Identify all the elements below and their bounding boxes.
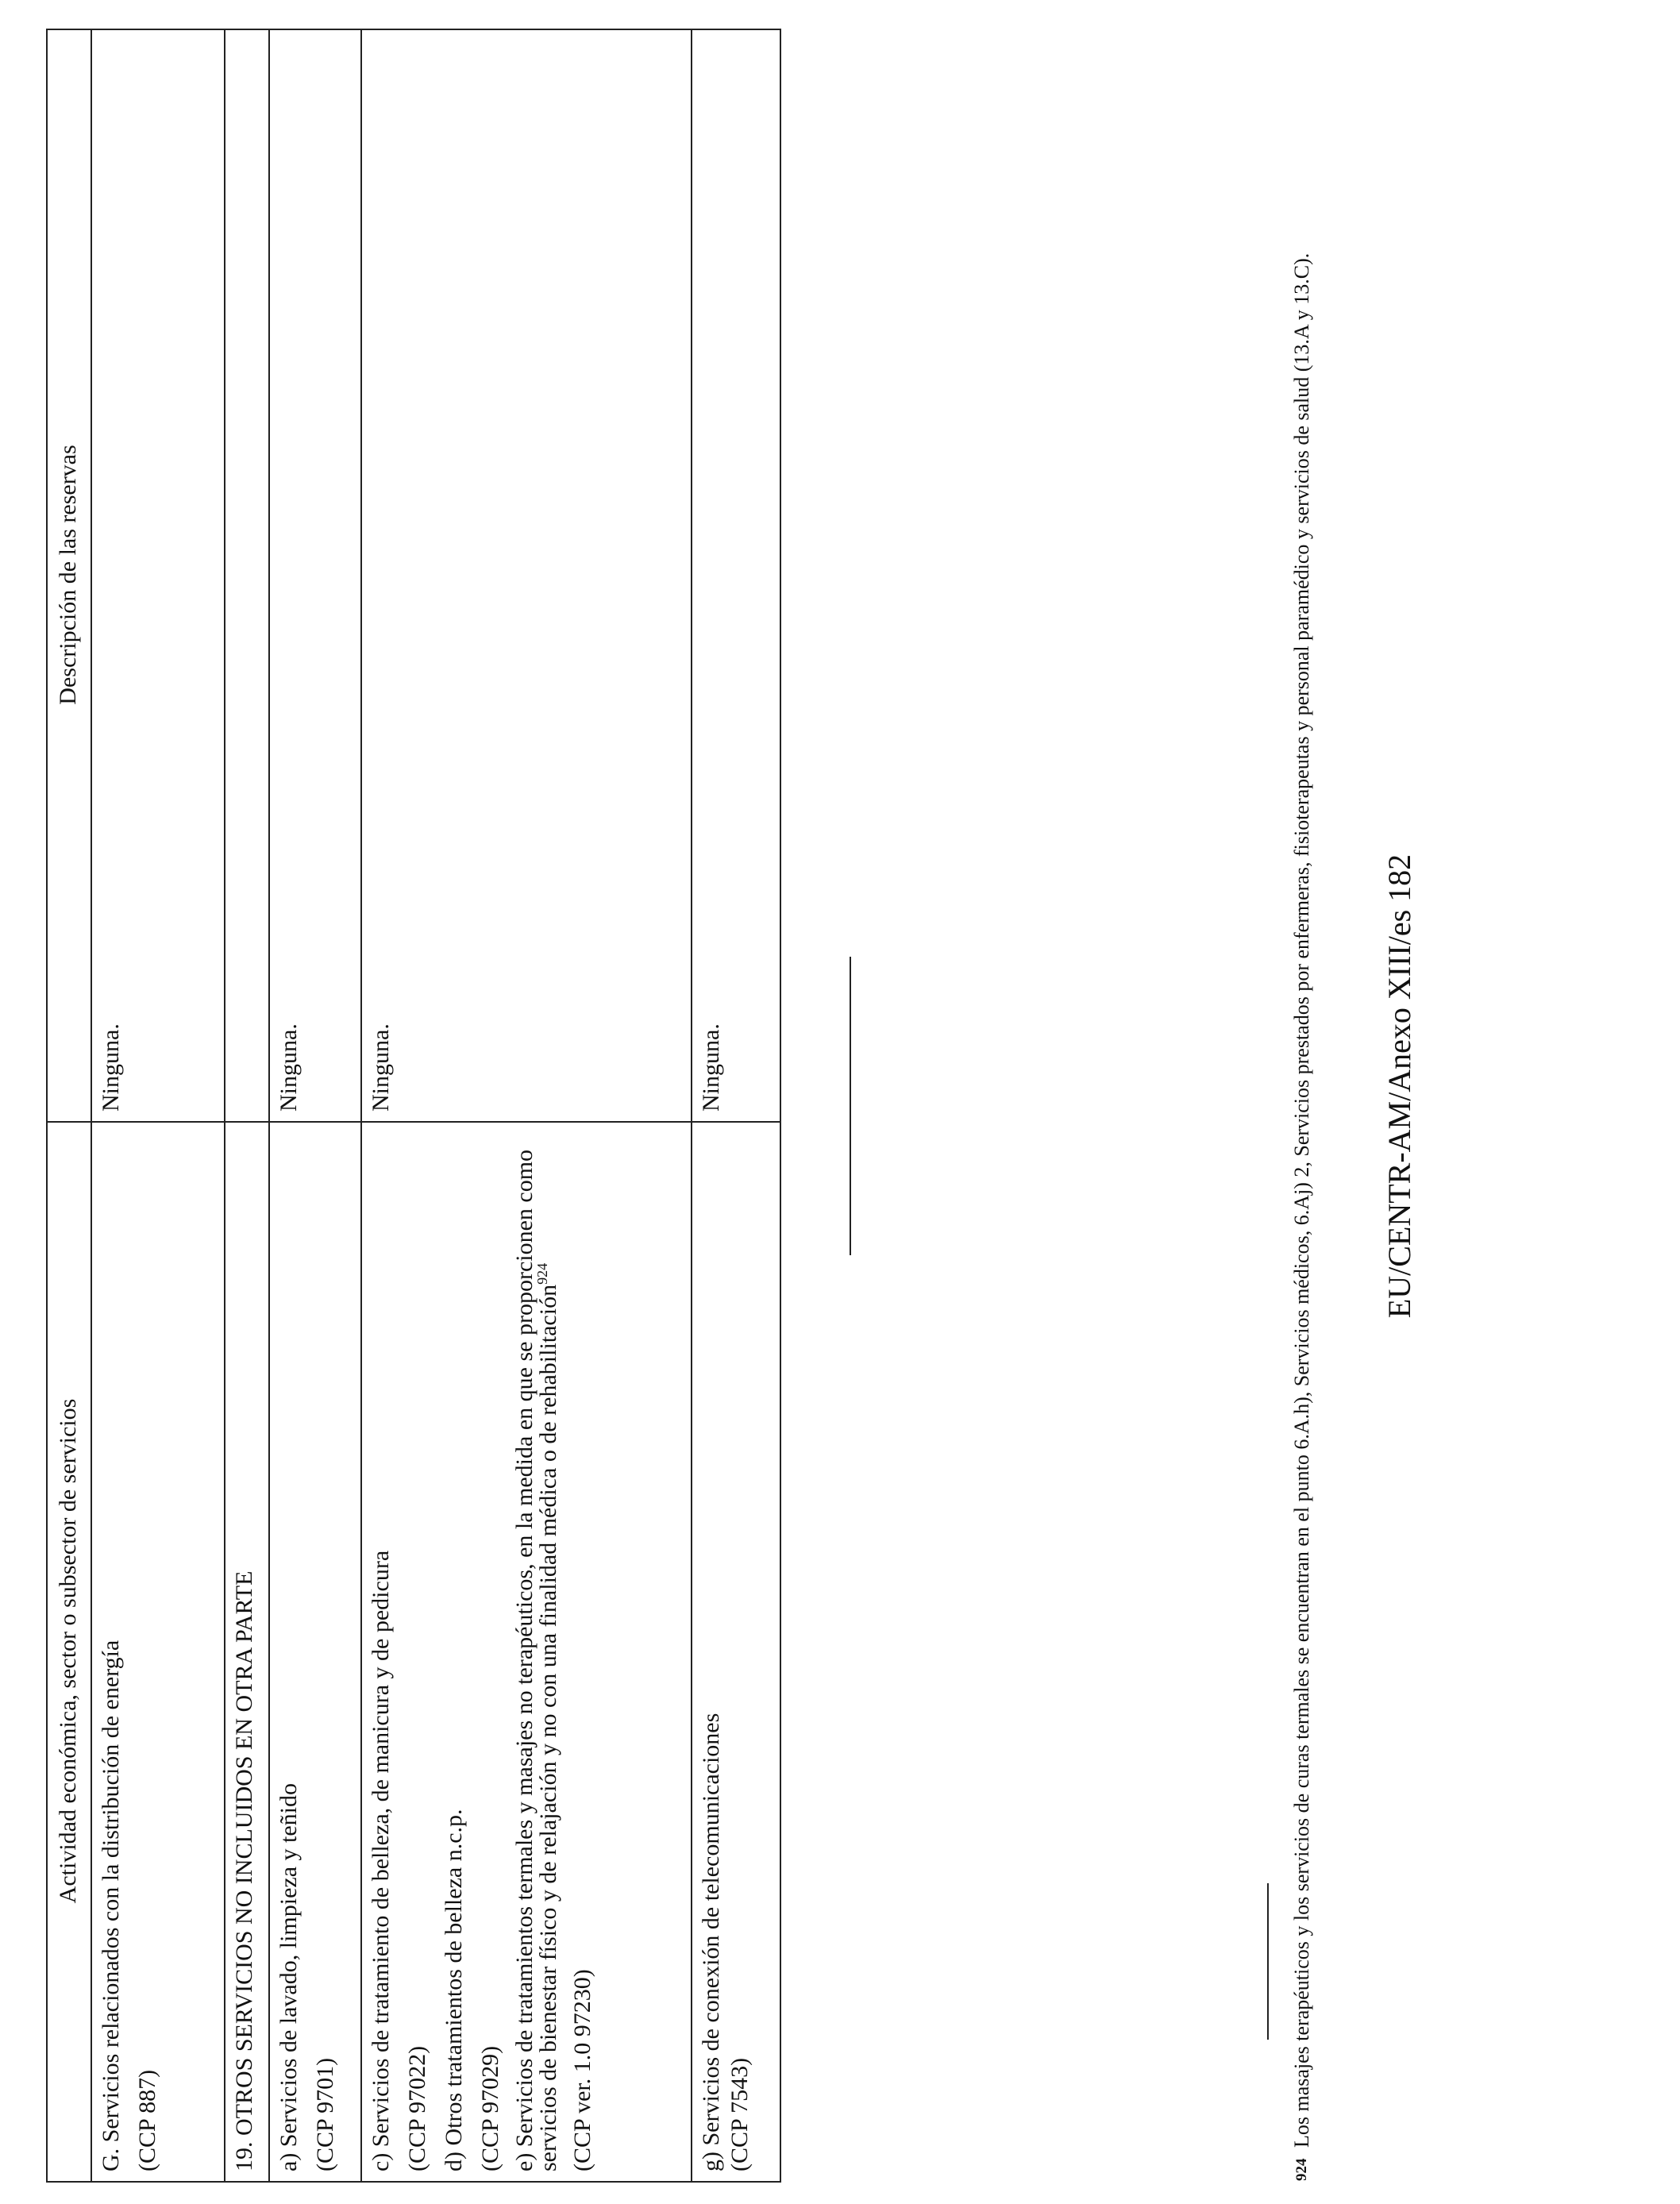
ccp-code: (CCP 7543) (726, 2057, 753, 2171)
footnote-text: Los masajes terapéuticos y los servicios de curas termales se encuentran en el punto 6.A.h), Servicios médicos, 6.Aj) 2, Servicios prestados por enfermeras, fisioterapeutas y personal paramédico y servicios de salud (13.A y 13.C). (1290, 252, 1313, 2148)
footnote-number: 924 (1293, 2158, 1310, 2181)
table-row (91, 29, 225, 2182)
section-title: 19. OTROS SERVICIOS NO INCLUIDOS EN OTRA PARTE (225, 1122, 269, 2182)
ccp-code: (CCP ver. 1.0 97230) (569, 1969, 595, 2171)
footnote (1290, 53, 1314, 2181)
ccp-code: (CCP 97029) (477, 2045, 503, 2171)
table-row (692, 29, 780, 2182)
reservation-cell: Ninguna. (91, 29, 225, 1122)
reservation-cell-empty (225, 29, 269, 1122)
activity-text: G. Servicios relacionados con la distribución de energía (98, 1640, 124, 2171)
document-id: EU/CENTR-AM/Anexo XIII/es 182 (1381, 853, 1417, 1319)
activity-cell (692, 1122, 780, 2182)
reservation-cell: Ninguna. (361, 29, 692, 1122)
section-row (225, 29, 269, 2182)
reservations-table (46, 29, 781, 2183)
activity-text: d) Otros tratamientos de belleza n.c.p. (441, 1809, 467, 2171)
ccp-code: (CCP 97022) (404, 2045, 430, 2171)
table-row (361, 29, 692, 2182)
activity-cell (269, 1122, 361, 2182)
ccp-code: (CCP 887) (134, 2069, 160, 2171)
table-row (269, 29, 361, 2182)
footnote-rule (1267, 1883, 1269, 2040)
separator-rule (850, 957, 851, 1255)
activity-text: g) Servicios de conexión de telecomunicaciones (698, 1713, 724, 2171)
activity-cell (91, 1122, 225, 2182)
activity-cell (361, 1122, 692, 2182)
footnote-ref[interactable]: 924 (534, 1262, 550, 1285)
ccp-code: (CCP 9701) (312, 2057, 338, 2171)
reservation-cell: Ninguna. (692, 29, 780, 1122)
table-header-row (47, 29, 91, 2182)
activity-text: a) Servicios de lavado, limpieza y teñido (276, 1782, 302, 2171)
header-activity: Actividad económica, sector o subsector de servicios (47, 1122, 91, 2182)
activity-text-with-footnote (513, 1131, 561, 2171)
activity-text: e) Servicios de tratamientos termales y masajes no terapéuticos, en la medida en que se proporcionen como servicios de bienestar físico y de relajación y no con una finalidad médica o de rehabilitación (511, 1149, 561, 2171)
header-reservations: Descripción de las reservas (47, 29, 91, 1122)
activity-text: c) Servicios de tratamiento de belleza, de manicura y de pedicura (368, 1550, 394, 2171)
reservation-cell: Ninguna. (269, 29, 361, 1122)
